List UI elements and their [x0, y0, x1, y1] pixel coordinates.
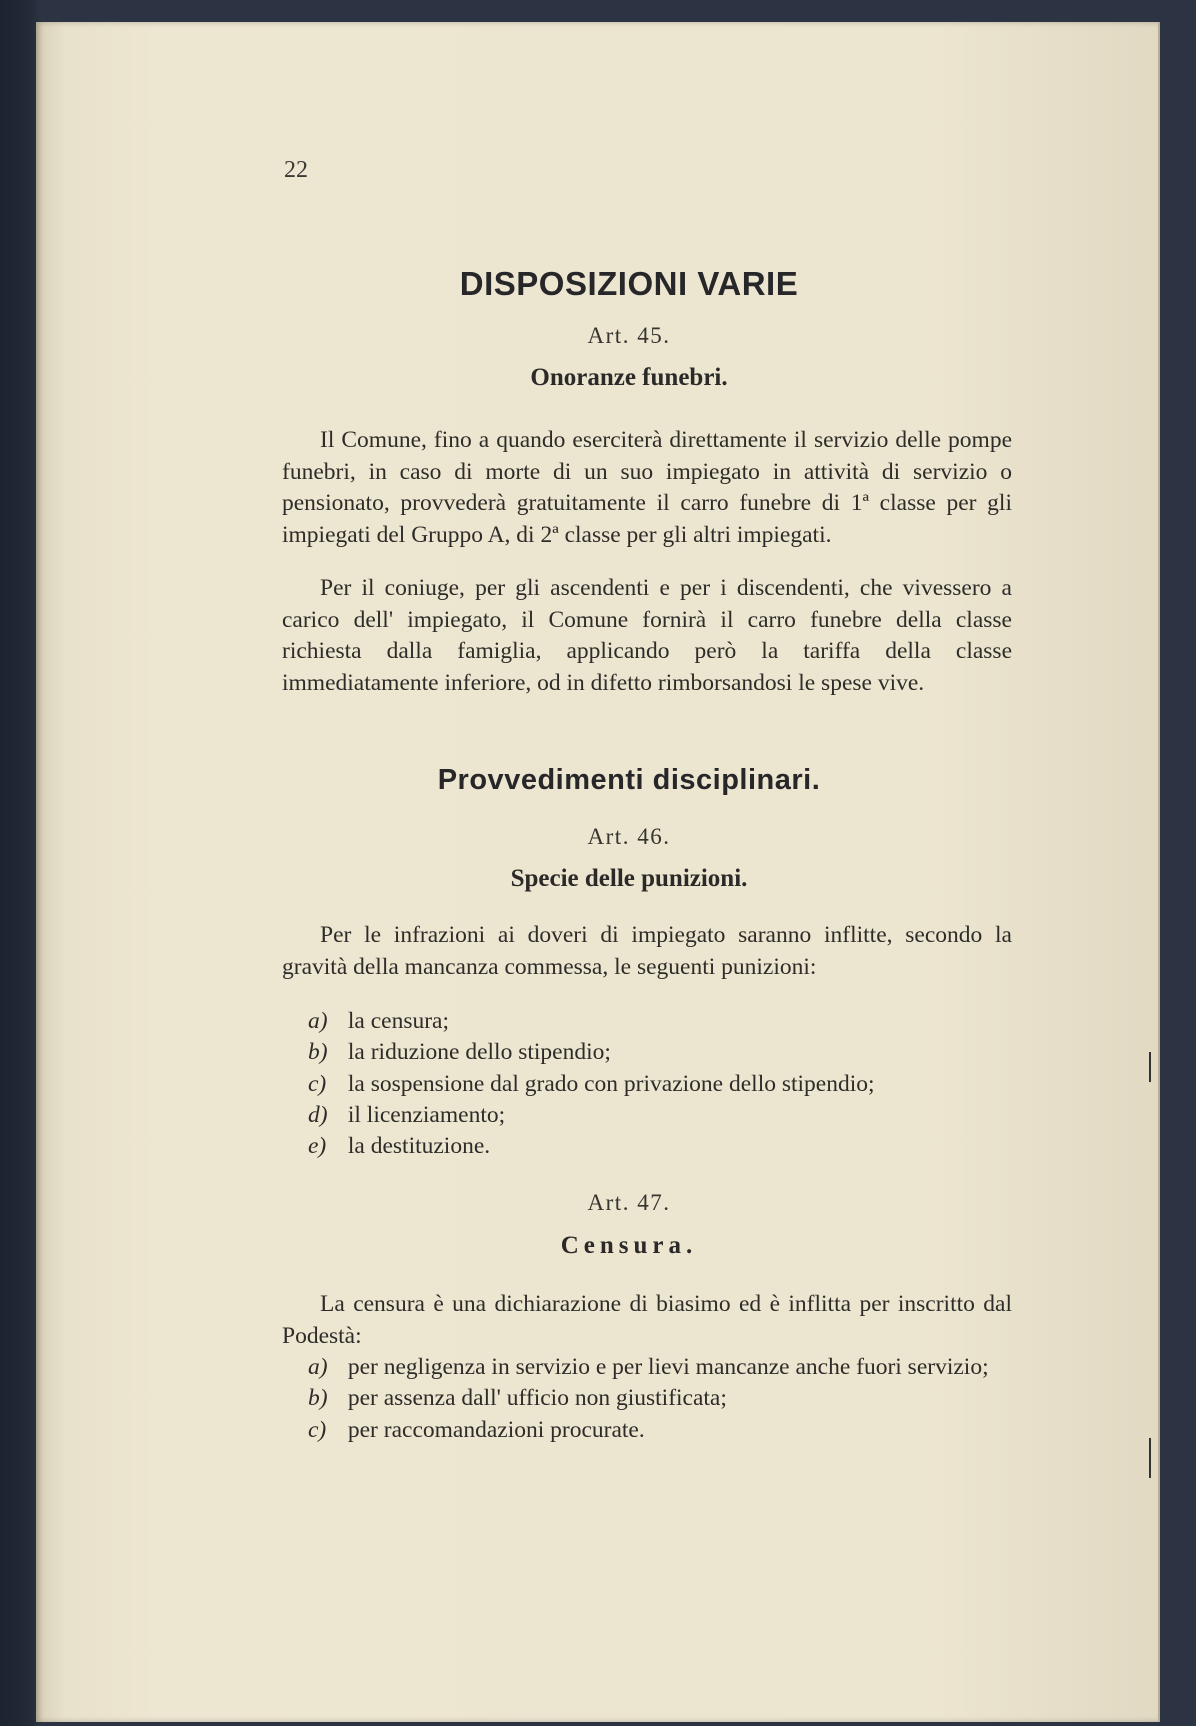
list-item	[282, 1006, 1012, 1037]
list-marker: b)	[308, 1385, 328, 1412]
document-page	[36, 22, 1160, 1722]
list-text: per assenza dall' ufficio non giustificata;	[347, 1385, 727, 1412]
list-text: la sospensione dal grado con privazione dello stipendio;	[347, 1070, 875, 1097]
page-content	[246, 22, 1012, 1722]
paragraph-text: Per le infrazioni ai doveri di impiegato saranno inflitte, secondo la gravità della mancanza commessa, le seguenti punizioni:	[282, 922, 1012, 980]
list-item	[282, 1383, 1012, 1414]
article-number-45: Art. 45.	[587, 323, 671, 348]
paragraph	[282, 425, 1012, 551]
list-item	[282, 1100, 1012, 1131]
list-text: per negligenza in servizio e per lievi mancanze anche fuori servizio;	[347, 1354, 989, 1380]
article-title-47: Censura.	[560, 1232, 698, 1259]
punishment-list	[282, 1006, 1012, 1162]
list-marker: a)	[308, 1354, 328, 1380]
list-item	[282, 1131, 1012, 1162]
list-text: la destituzione.	[347, 1133, 491, 1160]
margin-mark	[1149, 1052, 1151, 1082]
list-marker: d)	[308, 1101, 328, 1128]
paragraph	[282, 920, 1012, 983]
list-text: il licenziamento;	[347, 1101, 506, 1128]
paragraph	[282, 1289, 1012, 1352]
section-title-disposizioni: DISPOSIZIONI VARIE	[459, 265, 799, 302]
censure-list	[282, 1352, 1012, 1446]
page-edge	[1158, 22, 1160, 1722]
article-number-46: Art. 46.	[587, 824, 671, 849]
list-text: la censura;	[347, 1008, 450, 1034]
list-item	[282, 1352, 1012, 1383]
paragraph-text: Il Comune, fino a quando eserciterà direttamente il servizio delle pompe funebri, in caso di morte di un suo impiegato in attività di servizio o pensionato, provvederà gratuitamente il carro funebre di 1ª classe per gli impiegati del Gruppo A, di 2ª classe per gli altri impiegati.	[282, 427, 1012, 548]
list-item	[282, 1037, 1012, 1068]
article-title-45: Onoranze funebri.	[530, 364, 728, 391]
list-marker: a)	[308, 1008, 328, 1034]
margin-mark	[1149, 1438, 1151, 1478]
list-marker: c)	[308, 1416, 327, 1443]
list-marker: b)	[308, 1039, 328, 1066]
section-title-provvedimenti: Provvedimenti disciplinari.	[437, 764, 821, 796]
list-marker: e)	[308, 1133, 327, 1160]
list-item	[282, 1415, 1012, 1446]
list-item	[282, 1069, 1012, 1100]
list-marker: c)	[308, 1070, 327, 1097]
paragraph-text: La censura è una dichiarazione di biasimo ed è inflitta per inscritto dal Podestà:	[282, 1291, 1012, 1349]
paragraph	[282, 573, 1012, 699]
paragraph-text: Per il coniuge, per gli ascendenti e per i discendenti, che vivessero a carico dell' impiegato, il Comune fornirà il carro funebre della classe richiesta dalla famiglia, applicando però la tariffa della classe immediatamente inferiore, od in difetto rimborsandosi le spese vive.	[282, 575, 1012, 696]
article-title-46: Specie delle punizioni.	[510, 865, 748, 892]
article-number-47: Art. 47.	[587, 1190, 671, 1215]
page-number: 22	[284, 157, 308, 183]
list-text: la riduzione dello stipendio;	[347, 1039, 611, 1066]
list-text: per raccomandazioni procurate.	[347, 1416, 645, 1443]
